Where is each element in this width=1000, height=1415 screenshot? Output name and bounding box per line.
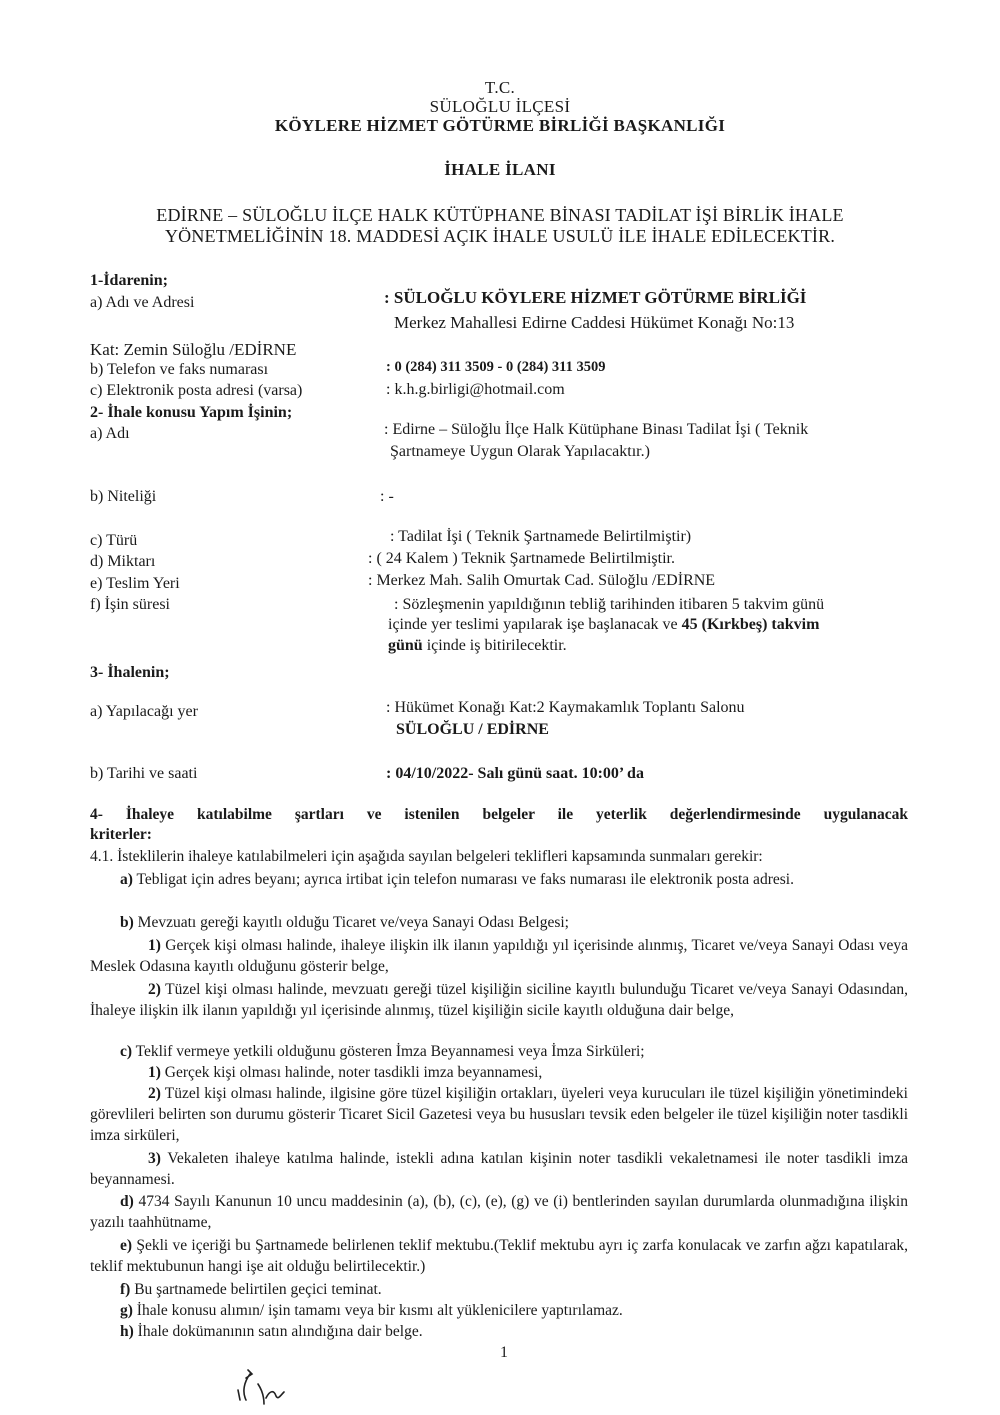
item-f	[90, 1279, 908, 1300]
item-d	[90, 1191, 908, 1233]
s1-b-value: : 0 (284) 311 3509 - 0 (284) 311 3509	[386, 359, 606, 375]
item-b-text: Mevzuatı gereği kayıtlı olduğu Ticaret ve/veya Sanayi Odası Belgesi;	[133, 914, 569, 931]
s1-c-label: c) Elektronik posta adresi (varsa)	[90, 382, 303, 399]
s3-b-label: b) Tarihi ve saati	[90, 765, 198, 782]
s2-b-value: : -	[380, 488, 394, 505]
item-h-mark: h)	[120, 1323, 134, 1340]
s2-f-value-3a: günü	[388, 637, 423, 654]
s2-f-value-2	[388, 616, 819, 634]
s2-b-label: b) Niteliği	[90, 488, 157, 505]
item-b1-text: Gerçek kişi olması halinde, ihaleye ilişkin ilk ilanın yapıldığı yıl içerisinde alınmış, Ticaret ve/veya Sanayi Odası veya Meslek Odasına kayıtlı olduğunu gösterir belge,	[90, 937, 908, 975]
item-c1-mark: 1)	[148, 1064, 161, 1081]
s2-f-value-2b: 45 (Kırkbeş) takvim	[681, 616, 820, 633]
item-a-text: Tebligat için adres beyanı; ayrıca irtibat için telefon numarası ve faks numarası ile elektronik posta adresi.	[132, 871, 794, 888]
s3-a-value: : Hükümet Konağı Kat:2 Kaymakamlık Toplantı Salonu	[386, 699, 745, 716]
item-b-mark: b)	[120, 914, 134, 931]
s1-b-label: b) Telefon ve faks numarası	[90, 361, 269, 378]
s3-a-label: a) Yapılacağı yer	[90, 703, 198, 720]
section3-heading: 3- İhalenin;	[90, 664, 170, 681]
s1-c-value: : k.h.g.birligi@hotmail.com	[386, 381, 565, 398]
item-c3-mark: 3)	[148, 1150, 161, 1167]
title-line-1: EDİRNE – SÜLOĞLU İLÇE HALK KÜTÜPHANE BİNASI TADİLAT İŞİ BİRLİK İHALE	[156, 205, 844, 225]
item-c2-text: Tüzel kişi olması halinde, ilgisine göre tüzel kişiliğin ortakları, üyeleri veya kurucuları ile tüzel kişiliğin yönetimindeki görevlileri belirten son durumu gösterir Ticaret Sicil Gazetesi veya bu hususları tevsik eden belgeler ile tüzel kişiliğin noter tasdikli imza sirküleri,	[90, 1085, 908, 1144]
header-tc: T.C.	[484, 78, 516, 97]
s1-a-value-3: Kat: Zemin Süloğlu /EDİRNE	[90, 340, 297, 359]
section2-heading: 2- İhale konusu Yapım İşinin;	[90, 404, 293, 421]
item-b1	[90, 935, 908, 977]
item-c-text: Teklif vermeye yetkili olduğunu gösteren İmza Beyannamesi veya İmza Sirküleri;	[132, 1043, 645, 1060]
item-b1-mark: 1)	[148, 937, 161, 954]
item-a-mark: a)	[120, 871, 133, 888]
item-c2-mark: 2)	[148, 1085, 161, 1102]
title-line-2: YÖNETMELİĞİNİN 18. MADDESİ AÇIK İHALE USULÜ İLE İHALE EDİLECEKTİR.	[164, 226, 836, 246]
s2-d-value: : ( 24 Kalem ) Teknik Şartnamede Belirtilmiştir.	[368, 550, 675, 567]
s2-a-label: a) Adı	[90, 425, 130, 442]
s2-f-value: : Sözleşmenin yapıldığının tebliğ tarihinden itibaren 5 takvim günü	[394, 596, 825, 613]
item-a	[90, 869, 908, 890]
s3-b-value: : 04/10/2022- Salı günü saat. 10:00’ da	[386, 765, 644, 782]
section1-heading: 1-İdarenin;	[90, 272, 168, 289]
item-c3-text: Vekaleten ihaleye katılma halinde, istekli adına katılan kişinin noter tasdikli vekaletnamesi ile noter tasdikli imza beyannamesi.	[90, 1150, 908, 1188]
header-office: KÖYLERE HİZMET GÖTÜRME BİRLİĞİ BAŞKANLIĞI	[274, 116, 726, 135]
s2-c-label: c) Türü	[90, 532, 138, 549]
item-d-text: 4734 Sayılı Kanunun 10 uncu maddesinin (a), (b), (c), (e), (g) ve (i) bentlerinden sayılan durumlarda olunmadığına ilişkin yazılı taahhütname,	[90, 1193, 908, 1231]
p41: 4.1. İsteklilerin ihaleye katılabilmeleri için aşağıda sayılan belgeleri teklifleri kapsamında sunmaları gerekir:	[90, 848, 763, 865]
item-c2	[90, 1083, 908, 1146]
s2-f-value-2a: içinde yer teslimi yapılarak işe başlanacak ve	[388, 616, 682, 633]
item-c3	[90, 1148, 908, 1190]
item-h-text: İhale dokümanının satın alındığına dair belge.	[133, 1323, 423, 1340]
item-c1-text: Gerçek kişi olması halinde, noter tasdikli imza beyannamesi,	[160, 1064, 543, 1081]
s1-a-value: : SÜLOĞLU KÖYLERE HİZMET GÖTÜRME BİRLİĞİ	[384, 288, 807, 307]
s2-f-value-3b: içinde iş bitirilecektir.	[422, 637, 567, 654]
item-g-text: İhale konusu alımın/ işin tamamı veya bir kısmı alt yüklenicilere yaptırılamaz.	[132, 1302, 623, 1319]
s2-f-label: f) İşin süresi	[90, 596, 170, 613]
item-f-text: Bu şartnamede belirtilen geçici teminat.	[130, 1281, 382, 1298]
item-e-text: Şekli ve içeriği bu Şartnamede belirlenen teklif mektubu.(Teklif mektubu ayrı iç zarfa konulacak ve zarfın ağzı kapatılarak, teklif mektubunun hangi işe ait olduğu belirtilecektir.)	[90, 1237, 908, 1275]
s2-d-label: d) Miktarı	[90, 553, 156, 570]
header-district: SÜLOĞLU İLÇESİ	[429, 97, 571, 116]
item-b2-text: Tüzel kişi olması halinde, mevzuatı gereği tüzel kişiliğin siciline kayıtlı bulunduğu Ticaret ve/veya Sanayi Odasından, İhaleye ilişkin ilk ilanın yapıldığı yıl içerisinde alınmış, tüzel kişiliğin sicile kayıtlı olduğuna dair belge,	[90, 981, 908, 1019]
s2-e-value: : Merkez Mah. Salih Omurtak Cad. Süloğlu /EDİRNE	[368, 572, 716, 589]
s1-a-label: a) Adı ve Adresi	[90, 294, 195, 311]
handwritten-signature	[228, 1360, 298, 1410]
item-c	[90, 1041, 908, 1062]
item-g-mark: g)	[120, 1302, 133, 1319]
s2-e-label: e) Teslim Yeri	[90, 575, 180, 592]
doc-type: İHALE İLANI	[444, 160, 556, 179]
item-c1	[90, 1062, 908, 1083]
item-c-mark: c)	[120, 1043, 133, 1060]
page-number: 1	[500, 1344, 508, 1361]
s2-f-value-3	[388, 637, 567, 655]
s1-a-value-2: Merkez Mahallesi Edirne Caddesi Hükümet Konağı No:13	[394, 313, 795, 332]
item-b	[90, 912, 908, 933]
item-h	[90, 1321, 908, 1342]
item-g	[90, 1300, 908, 1321]
section4-heading-line1: 4- İhaleye katılabilme şartları ve istenilen belgeler ile yeterlik değerlendirmesinde uygulanacak	[90, 806, 908, 823]
item-d-mark: d)	[120, 1193, 134, 1210]
s3-a-value-2: SÜLOĞLU / EDİRNE	[396, 721, 549, 738]
item-e-mark: e)	[120, 1237, 133, 1254]
section4-heading-line2: kriterler:	[90, 826, 152, 843]
item-b2-mark: 2)	[148, 981, 161, 998]
item-e	[90, 1235, 908, 1277]
item-f-mark: f)	[120, 1281, 131, 1298]
s2-a-value: : Edirne – Süloğlu İlçe Halk Kütüphane Binası Tadilat İşi ( Teknik	[384, 421, 809, 438]
s2-c-value: : Tadilat İşi ( Teknik Şartnamede Belirtilmiştir)	[390, 528, 692, 545]
item-b2	[90, 979, 908, 1021]
s2-a-value-2: Şartnameye Uygun Olarak Yapılacaktır.)	[390, 443, 650, 460]
